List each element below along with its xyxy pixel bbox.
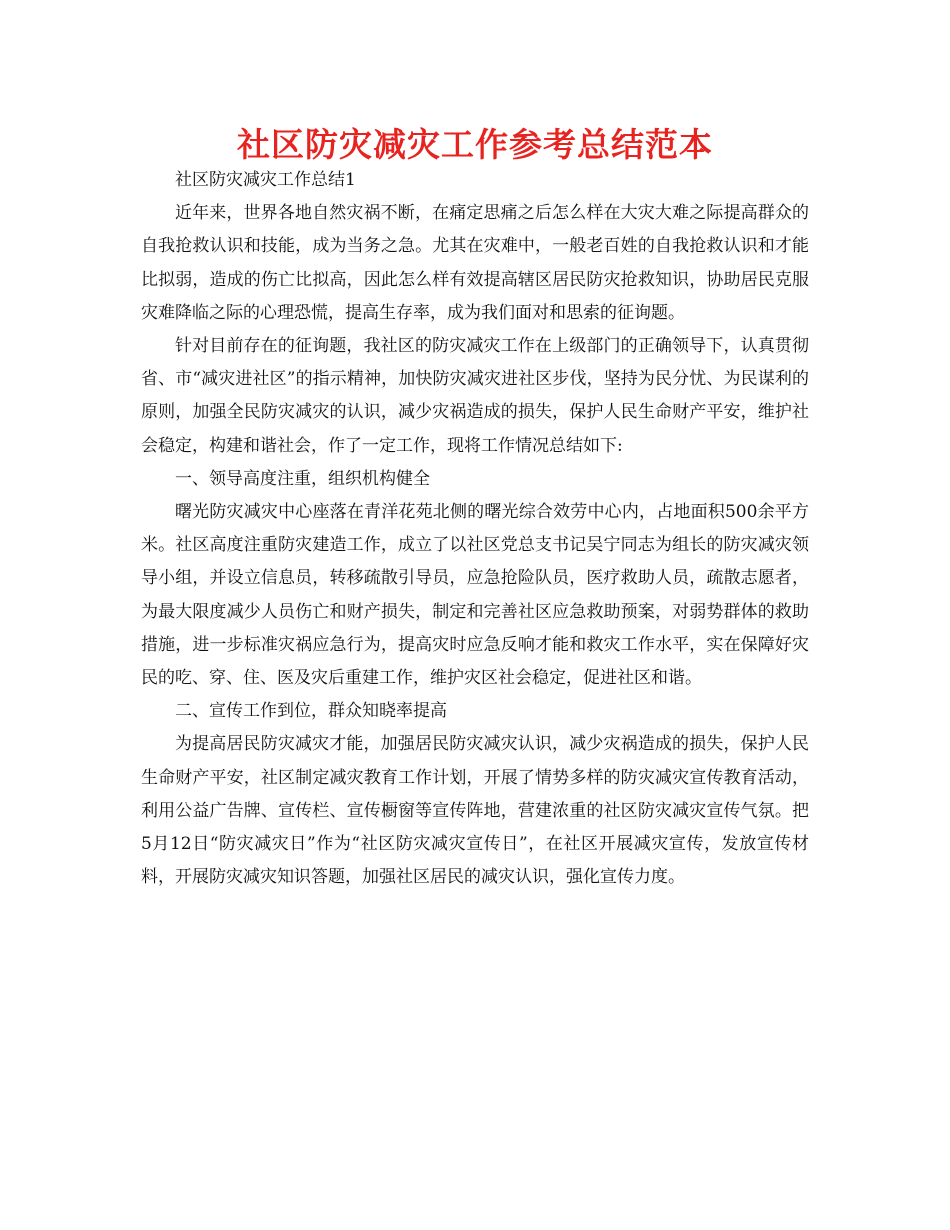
document-body	[141, 164, 809, 894]
document-title: 社区防灾减灾工作参考总结范本	[237, 125, 713, 164]
section-subtitle: 社区防灾减灾工作总结1	[175, 170, 356, 190]
section-heading-publicity: 二、宣传工作到位，群众知晓率提高	[175, 701, 447, 722]
body-paragraph-publicity: 为提高居民防灾减灾才能，加强居民防灾减灾认识，减少灾祸造成的损失，保护人民生命财产平安，社区制定减灾教育工作计划，开展了情势多样的防灾减灾宣传教育活动，利用公益广告牌、宣传栏、宣传橱窗等宣传阵地，营建浓重的社区防灾减灾宣传气氛。把5月12日“防灾减灾日”作为“社区防灾减灾宣传日”，在社区开展减灾宣传，发放宣传材料，开展防灾减灾知识答题，加强社区居民的减灾认识，强化宣传力度。	[141, 734, 809, 888]
body-paragraph-overview: 针对目前存在的征询题，我社区的防灾减灾工作在上级部门的正确领导下，认真贯彻省、市“减灾进社区”的指示精神，加快防灾减灾进社区步伐，坚持为民分忧、为民谋利的原则，加强全民防灾减灾的认识，减少灾祸造成的损失，保护人民生命财产平安，维护社会稳定，构建和谐社会，作了一定工作，现将工作情况总结如下:	[141, 336, 809, 456]
body-paragraph-leadership: 曙光防灾减灾中心座落在青洋花苑北侧的曙光综合效劳中心内，占地面积500余平方米。社区高度注重防灾建造工作，成立了以社区党总支书记吴宁同志为组长的防灾减灾领导小组，并设立信息员，转移疏散引导员，应急抢险队员，医疗救助人员，疏散志愿者，为最大限度减少人员伤亡和财产损失，制定和完善社区应急救助预案，对弱势群体的救助措施，进一步标准灾祸应急行为，提高灾时应急反响才能和救灾工作水平，实在保障好灾民的吃、穿、住、医及灾后重建工作，维护灾区社会稳定，促进社区和谐。	[141, 502, 809, 689]
section-heading-leadership: 一、领导高度注重，组织机构健全	[175, 468, 430, 489]
body-paragraph-intro: 近年来，世界各地自然灾祸不断，在痛定思痛之后怎么样在大灾大难之际提高群众的自我抢救认识和技能，成为当务之急。尤其在灾难中，一般老百姓的自我抢救认识和才能比拟弱，造成的伤亡比拟高，因此怎么样有效提高辖区居民防灾抢救知识，协助居民克服灾难降临之际的心理恐慌，提高生存率，成为我们面对和思索的征询题。	[141, 203, 809, 323]
